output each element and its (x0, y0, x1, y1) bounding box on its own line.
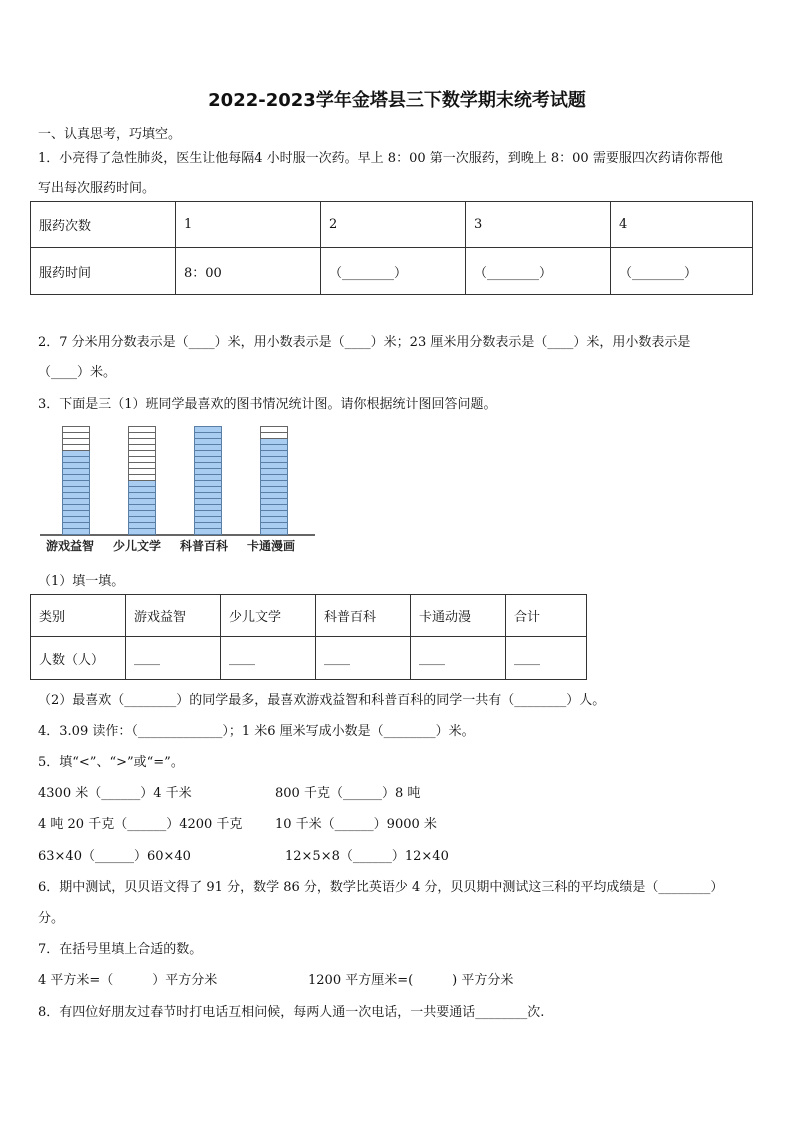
bar-cell (128, 492, 156, 499)
bar-cell (194, 498, 222, 505)
q5-item: 800 千克（______）8 吨 (275, 786, 421, 801)
bar-cell (128, 522, 156, 529)
tick-label: 科普百科 (180, 539, 229, 553)
bar-cell (260, 450, 288, 457)
q5-item: 10 千米（______）9000 米 (275, 817, 437, 832)
q5-line1: 5．填“<”、“>”或“=”。 (38, 755, 184, 770)
q5-item: 4300 米（______）4 千米 (38, 786, 192, 801)
bar-cell (62, 456, 90, 463)
bar-cell (194, 450, 222, 457)
bar-cell (260, 522, 288, 529)
q1-line1: 1．小亮得了急性肺炎，医生让他每隔4 小时服一次药。早上 8：00 第一次服药，到晚上 8：00 需要服四次药请你帮他 (38, 151, 723, 166)
bar-cell (128, 510, 156, 517)
bar-cell (194, 474, 222, 481)
bar-cell (128, 456, 156, 463)
bar-cell (194, 522, 222, 529)
bar-cell (260, 474, 288, 481)
bar-cell (260, 456, 288, 463)
bar-2 (128, 426, 156, 534)
bar-cell (194, 486, 222, 493)
table-cell: ____ (126, 637, 221, 680)
bar-cell (62, 480, 90, 487)
bar-cell (194, 504, 222, 511)
bar-cell (128, 432, 156, 439)
bar-cell (128, 474, 156, 481)
section-heading: 一、认真思考，巧填空。 (38, 127, 182, 142)
bar-cell (62, 432, 90, 439)
bar-cell (260, 426, 288, 433)
tick-label: 游戏益智 (46, 539, 95, 553)
bar-cell (260, 438, 288, 445)
bar-cell (260, 480, 288, 487)
bar-cell (194, 492, 222, 499)
table-row (31, 595, 587, 637)
bar-cell (194, 444, 222, 451)
table-cell: 8：00 (176, 248, 321, 295)
bar-cell (62, 516, 90, 523)
bar-cell (260, 516, 288, 523)
table-cell: 服药时间 (31, 248, 176, 295)
table-cell: ____ (411, 637, 506, 680)
q7-item: 1200 平方厘米=( ) 平方分米 (308, 973, 514, 988)
bar-cell (128, 450, 156, 457)
bar-cell (194, 480, 222, 487)
q3-line1: 3．下面是三（1）班同学最喜欢的图书情况统计图。请你根据统计图回答问题。 (38, 397, 497, 412)
bar-cell (62, 528, 90, 535)
table-cell: 2 (321, 202, 466, 248)
bar-cell (128, 498, 156, 505)
q5-item: 4 吨 20 千克（______）4200 千克 (38, 817, 243, 832)
bar-cell (62, 522, 90, 529)
bar-cell (62, 438, 90, 445)
table-cell: （________） (466, 248, 611, 295)
bar-cell (62, 504, 90, 511)
table-cell: ____ (316, 637, 411, 680)
bar-cell (62, 492, 90, 499)
bar-4 (260, 426, 288, 534)
table-cell: ____ (221, 637, 316, 680)
bar-cell (62, 426, 90, 433)
bar-cell (128, 438, 156, 445)
tick-label: 少儿文学 (113, 539, 162, 553)
bar-chart (40, 424, 320, 559)
bar-cell (128, 426, 156, 433)
table-cell: 合计 (506, 595, 587, 637)
bar-cell (62, 468, 90, 475)
table-row (31, 202, 753, 248)
bar-cell (128, 480, 156, 487)
bar-cell (260, 468, 288, 475)
q6-line1: 6．期中测试，贝贝语文得了 91 分，数学 86 分，数学比英语少 4 分，贝贝期中测试这三科的平均成绩是（________） (38, 880, 724, 895)
bar-3 (194, 426, 222, 534)
bar-cell (128, 528, 156, 535)
bar-cell (194, 468, 222, 475)
q6-line2: 分。 (38, 911, 65, 926)
bar-cell (128, 468, 156, 475)
bar-cell (260, 486, 288, 493)
bar-cell (62, 444, 90, 451)
bar-cell (260, 462, 288, 469)
bar-cell (128, 444, 156, 451)
bar-cell (128, 486, 156, 493)
bar-cell (194, 516, 222, 523)
table-cell: 3 (466, 202, 611, 248)
bar-cell (62, 462, 90, 469)
bar-1 (62, 426, 90, 534)
table-cell: （________） (611, 248, 753, 295)
table-cell: 少儿文学 (221, 595, 316, 637)
bar-cell (260, 498, 288, 505)
table-cell: ____ (506, 637, 587, 680)
bar-cell (194, 528, 222, 535)
bar-cell (260, 492, 288, 499)
page-title: 2022-2023学年金塔县三下数学期末统考试题 (208, 90, 586, 111)
q3-table (30, 594, 587, 680)
bar-cell (194, 462, 222, 469)
bar-cell (260, 444, 288, 451)
bar-cell (260, 528, 288, 535)
q1-table (30, 201, 753, 295)
q2-line1: 2．7 分米用分数表示是（____）米，用小数表示是（____）米；23 厘米用分数表示是（____）米，用小数表示是 (38, 335, 691, 350)
table-cell: 卡通动漫 (411, 595, 506, 637)
table-row (31, 637, 587, 680)
tick-label: 卡通漫画 (247, 539, 296, 553)
q1-line2: 写出每次服药时间。 (38, 181, 156, 196)
table-cell: 人数（人） (31, 637, 126, 680)
table-row (31, 248, 753, 295)
bar-cell (194, 426, 222, 433)
bar-cell (62, 486, 90, 493)
bar-cell (194, 456, 222, 463)
bar-cell (62, 474, 90, 481)
table-cell: 科普百科 (316, 595, 411, 637)
q4: 4．3.09 读作：（_____________）；1 米6 厘米写成小数是（________）米。 (38, 724, 475, 739)
bar-cell (128, 516, 156, 523)
bar-cell (260, 510, 288, 517)
bar-cell (128, 462, 156, 469)
q5-item: 12×5×8（______）12×40 (285, 849, 449, 864)
table-cell: 服药次数 (31, 202, 176, 248)
q3-sub2: （2）最喜欢（________）的同学最多，最喜欢游戏益智和科普百科的同学一共有（________）人。 (38, 693, 606, 708)
table-cell: 游戏益智 (126, 595, 221, 637)
bar-cell (260, 432, 288, 439)
bar-cell (194, 510, 222, 517)
bar-cell (194, 438, 222, 445)
q7-line1: 7．在括号里填上合适的数。 (38, 942, 203, 957)
bar-cell (260, 504, 288, 511)
q5-item: 63×40（______）60×40 (38, 849, 191, 864)
q8: 8．有四位好朋友过春节时打电话互相问候，每两人通一次电话，一共要通话________次. (38, 1005, 545, 1020)
q3-sub1: （1）填一填。 (38, 574, 125, 589)
table-cell: （________） (321, 248, 466, 295)
bar-cell (128, 504, 156, 511)
bar-cell (62, 510, 90, 517)
q2-line2: （____）米。 (38, 365, 117, 380)
table-cell: 1 (176, 202, 321, 248)
table-cell: 4 (611, 202, 753, 248)
bar-cell (194, 432, 222, 439)
table-cell: 类别 (31, 595, 126, 637)
bar-cell (62, 498, 90, 505)
q7-item: 4 平方米=（ ）平方分米 (38, 973, 218, 988)
bar-cell (62, 450, 90, 457)
